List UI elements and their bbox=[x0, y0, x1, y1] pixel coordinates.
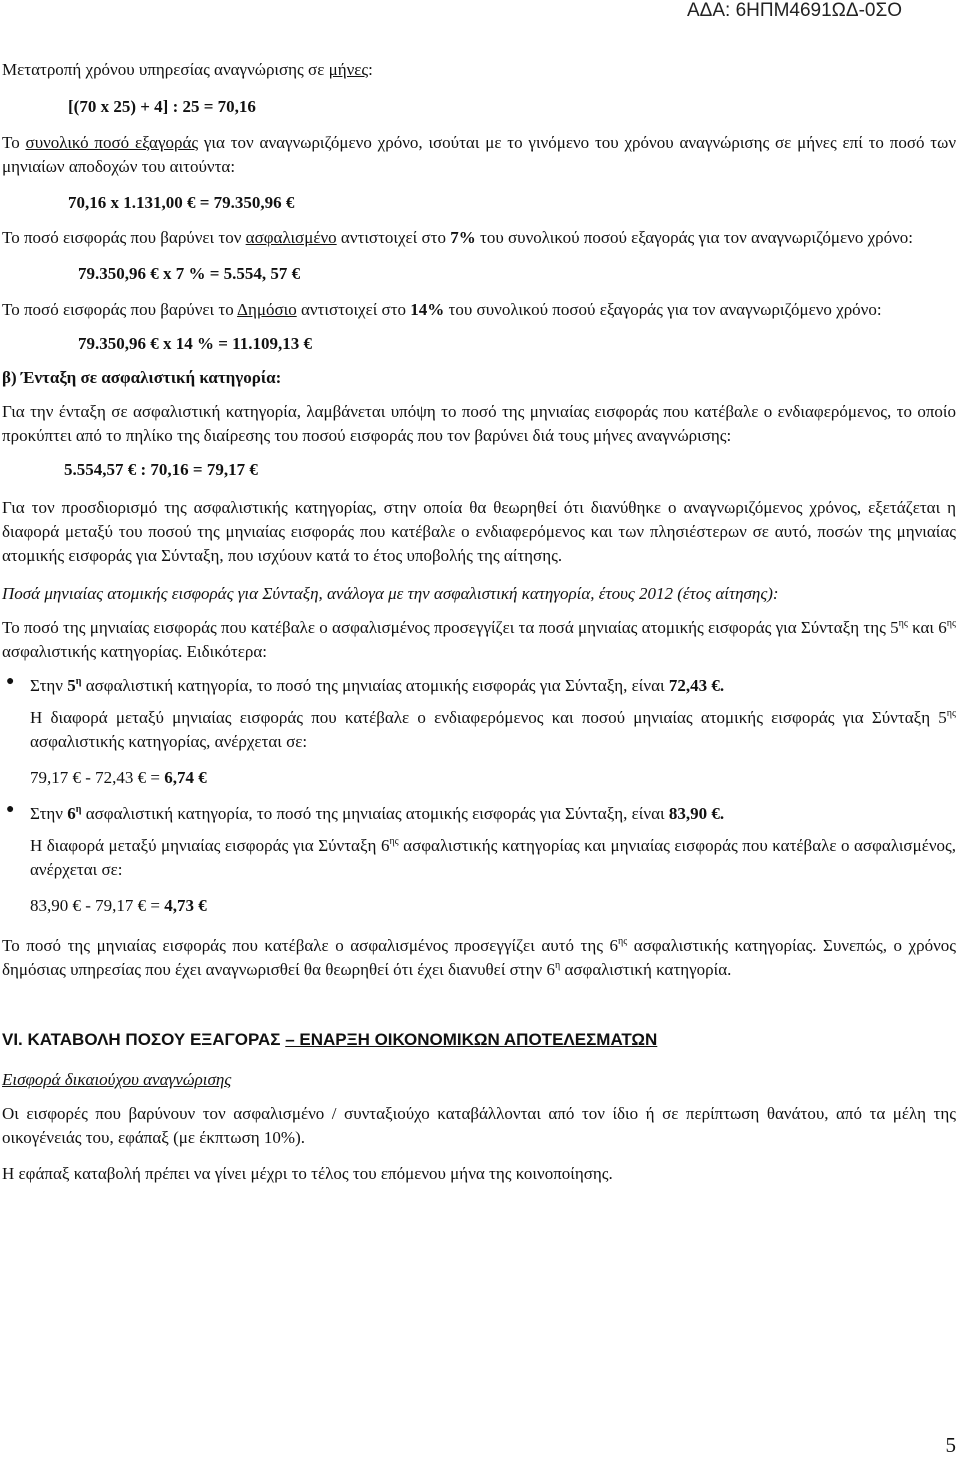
text: Η διαφορά μεταξύ μηνιαίας εισφοράς για Σύνταξη 6 bbox=[30, 836, 390, 855]
text: 79,17 € - 72,43 € = bbox=[30, 768, 165, 787]
text-bold: 6,74 € bbox=[164, 768, 207, 787]
text-bold bbox=[67, 676, 81, 695]
superscript: η bbox=[75, 676, 82, 687]
paragraph-diff-6 bbox=[2, 834, 956, 882]
text: Το bbox=[2, 133, 26, 152]
text-underlined: ασφαλισμένο bbox=[245, 228, 337, 247]
bullet-text bbox=[30, 674, 956, 698]
text: 6 bbox=[67, 804, 76, 823]
text: Μετατροπή χρόνου υπηρεσίας αναγνώρισης σε bbox=[2, 60, 329, 79]
superscript: ης bbox=[946, 708, 956, 719]
section-heading-vi bbox=[2, 1028, 956, 1052]
text: για τον αναγνωριζόμενο χρόνο, ισούται με το γινόμενο του χρόνου αναγνώρισης σε μήνες επί το ποσό των μηνιαίων αποδοχών του αιτούντα: bbox=[2, 133, 957, 176]
text: ασφαλιστικής κατηγορίας. Συνεπώς, ο χρόνος δημόσιας υπηρεσίας που έχει αναγνωρισθεί θα θεωρηθεί ότι έχει διανυθεί στην 6 bbox=[2, 936, 956, 979]
text-underlined: συνολικό ποσό εξαγοράς bbox=[25, 133, 199, 152]
calc-diff-5 bbox=[2, 766, 956, 790]
text: ασφαλιστική κατηγορία, το ποσό της μηνιαίας ατομικής εισφοράς για Σύνταξη, είναι bbox=[81, 676, 669, 695]
section-heading-b: β) Ένταξη σε ασφαλιστική κατηγορία: bbox=[2, 368, 282, 387]
text: και 6 bbox=[907, 618, 947, 637]
text: ασφαλιστική κατηγορία, το ποσό της μηνιαίας ατομικής εισφοράς για Σύνταξη, είναι bbox=[81, 804, 669, 823]
superscript: ης bbox=[618, 936, 628, 947]
paragraph-approximation bbox=[2, 616, 956, 664]
text-italic: Ποσά μηνιαίας ατομικής εισφοράς για Σύνταξη, ανάλογα με την ασφαλιστική κατηγορία, έτους 2012 (έτος αίτησης): bbox=[2, 584, 779, 603]
text: : bbox=[368, 60, 373, 79]
text: 5 bbox=[67, 676, 76, 695]
paragraph-diff-5 bbox=[2, 706, 956, 754]
text-bold: 14% bbox=[410, 300, 445, 319]
text-underlined: – ΕΝΑΡΞΗ ΟΙΚΟΝΟΜΙΚΩΝ ΑΠΟΤΕΛΕΣΜΑΤΩΝ bbox=[285, 1030, 658, 1049]
text: αντιστοιχεί στο bbox=[296, 300, 411, 319]
paragraph-category-determination: Για τον προσδιορισμό της ασφαλιστικής κατηγορίας, στην οποία θα θεωρηθεί ότι διανύθηκε ο αναγνωριζόμενος χρόνος, εξετάζεται η διαφορά μεταξύ του ποσού της μηνιαίας εισφοράς που κατέβαλε ο ενδιαφερόμενος και των πλησιέστερων σε αυτό, ποσών της μηνιαίας ατομικής εισφοράς για Σύνταξη, που ισχύουν κατά το έτος υποβολής της αίτησης. bbox=[2, 498, 956, 565]
text-underlined: μήνες bbox=[328, 60, 369, 79]
formula-months: [(70 x 25) + 4] : 25 = 70,16 bbox=[68, 97, 256, 116]
text: Η διαφορά μεταξύ μηνιαίας εισφοράς που κατέβαλε ο ενδιαφερόμενος και ποσού μηνιαίας ατομικής εισφοράς για Σύνταξη 5 bbox=[30, 708, 947, 727]
formula-monthly-contribution: 5.554,57 € : 70,16 = 79,17 € bbox=[64, 460, 258, 479]
text: Το ποσό εισφοράς που βαρύνει το bbox=[2, 300, 238, 319]
document-body bbox=[2, 58, 956, 1186]
text-bold: 7% bbox=[450, 228, 476, 247]
text: αντιστοιχεί στο bbox=[336, 228, 451, 247]
bullet-icon: ● bbox=[6, 802, 15, 817]
formula-insured-share: 79.350,96 € x 7 % = 5.554, 57 € bbox=[78, 264, 301, 283]
paragraph-total-amount bbox=[2, 131, 956, 179]
superscript: ης bbox=[946, 618, 956, 629]
text-underlined: Δημόσιο bbox=[237, 300, 297, 319]
subheading-contribution bbox=[2, 1068, 956, 1092]
paragraph-payment-by-insured: Οι εισφορές που βαρύνουν τον ασφαλισμένο / συνταξιούχο καταβάλλονται από τον ίδιο ή σε περίπτωση θανάτου, από τα μέλη της οικογένειάς του, εφάπαξ (με έκπτωση 10%). bbox=[2, 1104, 956, 1147]
text: 83,90 € - 79,17 € = bbox=[30, 896, 165, 915]
text: Το ποσό της μηνιαίας εισφοράς που κατέβαλε ο ασφαλισμένος προσεγγίζει αυτό της 6 bbox=[2, 936, 619, 955]
text: ασφαλιστικής κατηγορίας, ανέρχεται σε: bbox=[30, 732, 308, 751]
text-bold bbox=[67, 804, 81, 823]
paragraph-category-inclusion: Για την ένταξη σε ασφαλιστική κατηγορία, λαμβάνεται υπόψη το ποσό της μηνιαίας εισφοράς που κατέβαλε ο ενδιαφερόμενος, το οποίο προκύπτει από το πηλίκο της διαίρεσης του ποσού εισφοράς που τον βαρύνει διά τους μήνες αναγνώρισης: bbox=[2, 402, 956, 445]
bullet-icon: ● bbox=[6, 674, 15, 689]
text: ασφαλιστικής κατηγορίας. Ειδικότερα: bbox=[2, 642, 267, 661]
text: του συνολικού ποσού εξαγοράς για τον αναγνωριζόμενο χρόνο: bbox=[475, 228, 914, 247]
calc-diff-6 bbox=[2, 894, 956, 918]
formula-total: 70,16 x 1.131,00 € = 79.350,96 € bbox=[68, 193, 295, 212]
bullet-text bbox=[30, 802, 956, 826]
superscript: ης bbox=[898, 618, 908, 629]
paragraph-amounts-italic bbox=[2, 582, 956, 606]
text: ασφαλιστική κατηγορία. bbox=[560, 960, 732, 979]
page-number: 5 bbox=[945, 1433, 956, 1457]
formula-state-share: 79.350,96 € x 14 % = 11.109,13 € bbox=[78, 334, 312, 353]
text: Στην bbox=[30, 676, 68, 695]
text-italic-underlined: Εισφορά δικαιούχου αναγνώρισης bbox=[2, 1070, 232, 1089]
paragraph-conclusion bbox=[2, 934, 956, 982]
text-bold: 72,43 €. bbox=[668, 676, 725, 695]
text: του συνολικού ποσού εξαγοράς για τον αναγνωριζόμενο χρόνο: bbox=[444, 300, 882, 319]
bullet-category-5 bbox=[2, 674, 956, 698]
ada-reference: ΑΔΑ: 6ΗΠΜ4691ΩΔ-0ΣΟ bbox=[686, 0, 902, 21]
paragraph-state-share bbox=[2, 298, 956, 322]
paragraph-months-conversion bbox=[2, 58, 956, 82]
superscript: η bbox=[75, 804, 82, 815]
text: VI. ΚΑΤΑΒΟΛΗ ΠΟΣΟΥ ΕΞΑΓΟΡΑΣ bbox=[2, 1030, 286, 1049]
text-bold: 83,90 €. bbox=[668, 804, 725, 823]
text-bold: 4,73 € bbox=[164, 896, 207, 915]
text: Στην bbox=[30, 804, 68, 823]
superscript: η bbox=[554, 960, 561, 971]
text: ασφαλιστικής κατηγορίας και μηνιαίας εισφοράς που κατέβαλε ο ασφαλισμένος, ανέρχεται σε: bbox=[30, 836, 956, 879]
text: Το ποσό εισφοράς που βαρύνει τον bbox=[2, 228, 246, 247]
bullet-category-6 bbox=[2, 802, 956, 826]
paragraph-insured-share bbox=[2, 226, 956, 250]
superscript: ης bbox=[389, 836, 399, 847]
paragraph-lump-sum-deadline: Η εφάπαξ καταβολή πρέπει να γίνει μέχρι το τέλος του επόμενου μήνα της κοινοποίησης. bbox=[2, 1164, 613, 1183]
text: Το ποσό της μηνιαίας εισφοράς που κατέβαλε ο ασφαλισμένος προσεγγίζει τα ποσά μηνιαίας ατομικής εισφοράς για Σύνταξη της 5 bbox=[2, 618, 899, 637]
